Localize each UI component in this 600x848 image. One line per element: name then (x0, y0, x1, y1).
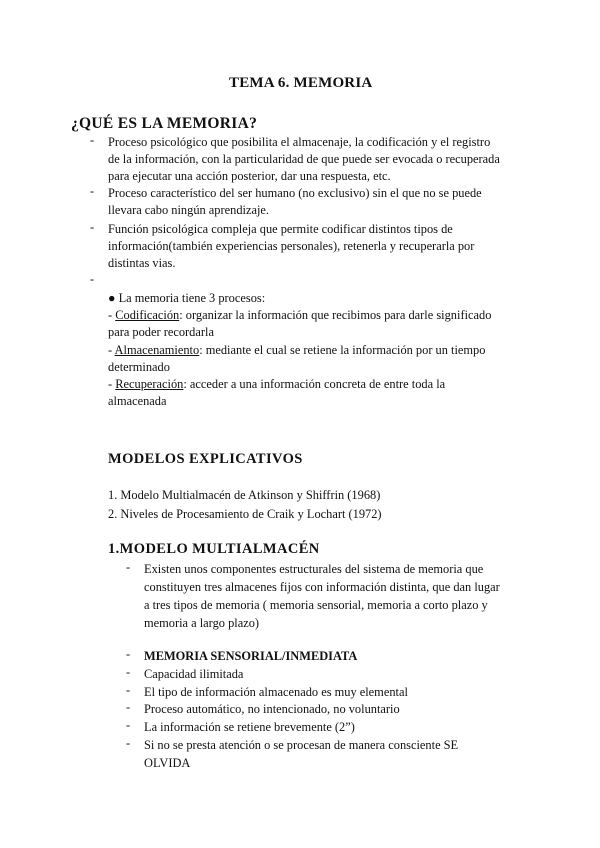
proceso-desc: : mediante el cual se retiene la información por un tiempo (199, 343, 486, 357)
proceso-desc-cont: almacenada (108, 394, 167, 408)
bullet-line: memoria a largo plazo) (144, 616, 260, 630)
bullet-line: de la información, con la particularidad de que puede ser evocada o recuperada (108, 152, 500, 166)
bullet-line: distintas vias. (108, 256, 176, 270)
bullet-dash: - (126, 700, 131, 714)
section-heading-modelos: MODELOS EXPLICATIVOS (108, 451, 303, 467)
bullet-line: Proceso automático, no intencionado, no voluntario (144, 702, 400, 716)
bullet-line: El tipo de información almacenado es muy elemental (144, 685, 408, 699)
bullet-line: Si no se presta atención o se procesan de manera consciente SE (144, 738, 459, 752)
proceso-prefix: - (108, 343, 115, 357)
bullet-dash: - (90, 184, 95, 198)
bullet-line: Proceso característico del ser humano (no exclusivo) sin el que no se puede (108, 186, 482, 200)
bullet-line: La información se retiene brevemente (2”) (144, 720, 355, 734)
bullet-dash: - (126, 560, 131, 574)
section-heading-que-es: ¿QUÉ ES LA MEMORIA? (71, 115, 258, 132)
bullet-dash: - (126, 683, 131, 697)
proceso-prefix: - (108, 308, 116, 322)
procesos-intro: ● La memoria tiene 3 procesos: (108, 291, 266, 305)
bullet-dash: - (90, 220, 95, 234)
proceso-desc: : organizar la información que recibimos para darle significado (179, 308, 492, 322)
bullet-line: Existen unos componentes estructurales del sistema de memoria que (144, 562, 484, 576)
proceso-prefix: - (108, 377, 116, 391)
bullet-line: llevara cabo ningún aprendizaje. (108, 203, 269, 217)
bullet-dash: - (126, 647, 131, 661)
bullet-dash: - (126, 736, 131, 750)
bullet-line: información(también experiencias personales), retenerla y recuperarla por (108, 239, 475, 253)
bullet-dash: - (90, 272, 95, 286)
bullet-line: constituyen tres almacenes fijos con información distinta, que dan lugar (144, 580, 500, 594)
proceso-term: Recuperación (115, 377, 184, 391)
bullet-dash: - (90, 133, 95, 147)
bullet-line: para ejecutar una acción posterior, dar una respuesta, etc. (108, 169, 391, 183)
proceso-desc-cont: para poder recordarla (108, 325, 214, 339)
proceso-almacenamiento (108, 341, 485, 359)
proceso-desc: : acceder a una información concreta de entre toda la (183, 377, 446, 391)
list-item: 2. Niveles de Procesamiento de Craik y Lochart (1972) (108, 507, 382, 521)
proceso-recuperacion (108, 375, 445, 393)
proceso-desc-cont: determinado (108, 360, 170, 374)
bullet-line: Función psicológica compleja que permite codificar distintos tipos de (108, 222, 453, 236)
proceso-codificacion (108, 306, 491, 324)
list-item: 1. Modelo Multialmacén de Atkinson y Shiffrin (1968) (108, 488, 381, 502)
proceso-term: Almacenamiento (114, 343, 200, 357)
subheading-memoria-sensorial: MEMORIA SENSORIAL/INMEDIATA (144, 649, 358, 663)
section-heading-multialmacen: 1.MODELO MULTIALMACÉN (108, 541, 320, 557)
bullet-dash: - (126, 718, 131, 732)
proceso-term: Codificación (115, 308, 180, 322)
bullet-line: a tres tipos de memoria ( memoria sensorial, memoria a corto plazo y (144, 598, 488, 612)
bullet-line: Capacidad ilimitada (144, 667, 244, 681)
page-title: TEMA 6. MEMORIA (229, 75, 373, 91)
bullet-dash: - (126, 665, 131, 679)
bullet-line: Proceso psicológico que posibilita el almacenaje, la codificación y el registro (108, 135, 491, 149)
bullet-line: OLVIDA (144, 756, 191, 770)
